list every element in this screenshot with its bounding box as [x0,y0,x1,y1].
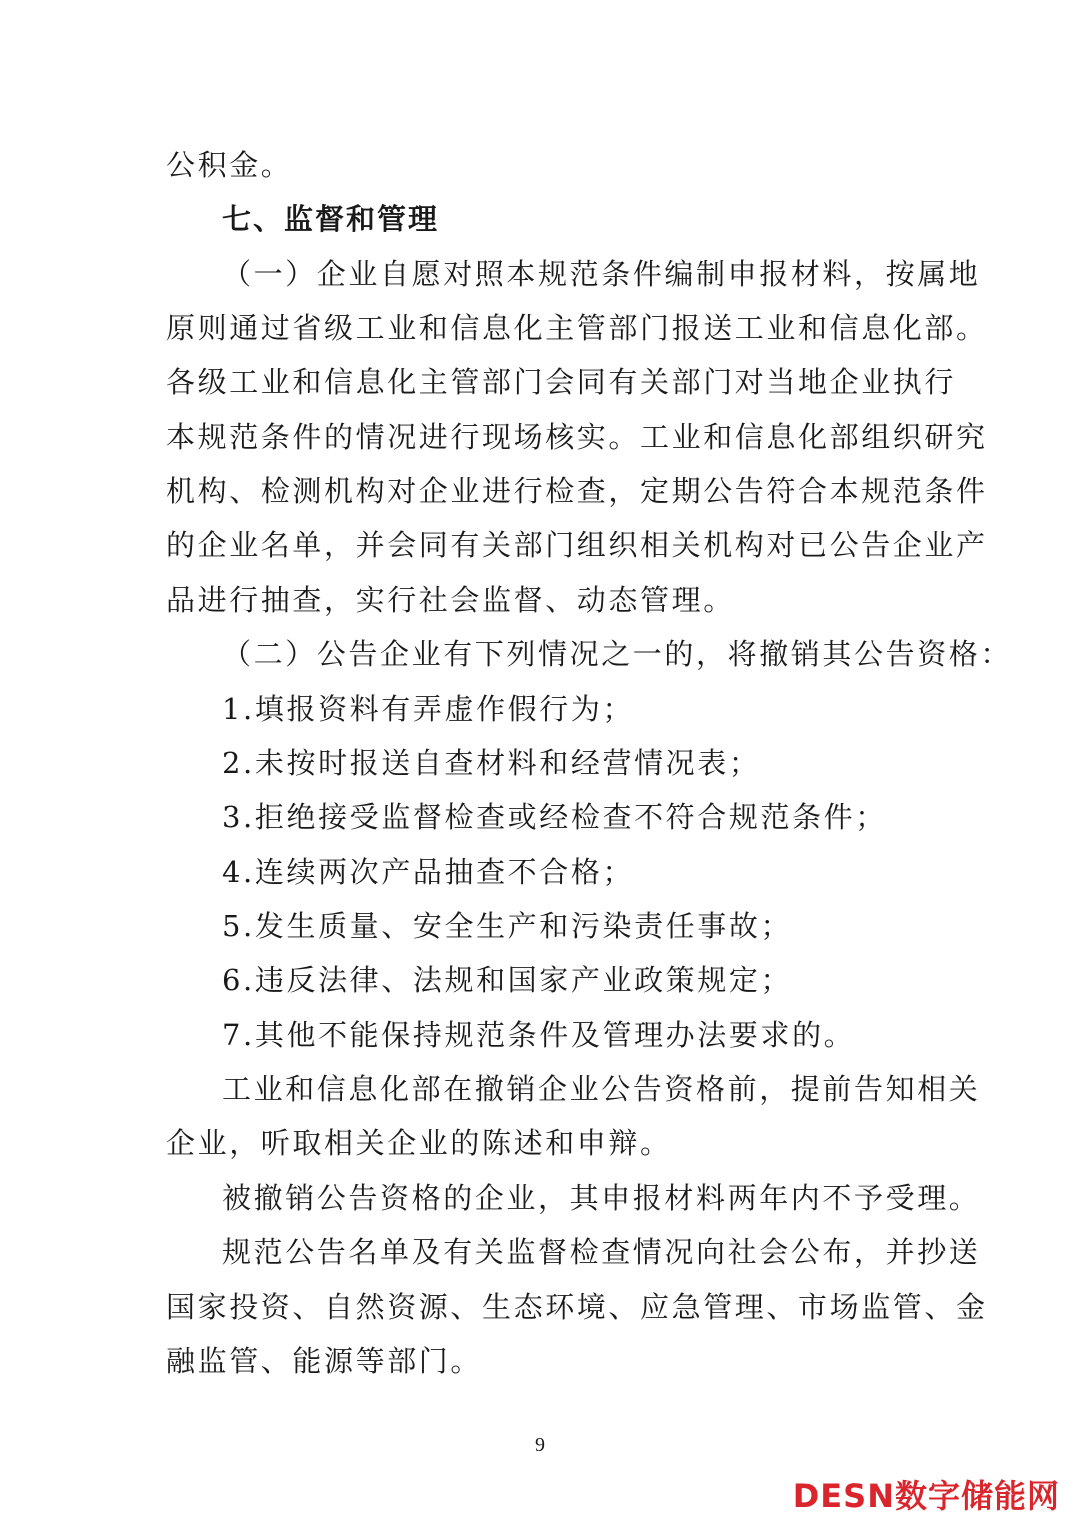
paragraph-line: 的企业名单，并会同有关部门组织相关机构对已公告企业产 [166,528,988,562]
list-item: 2.未按时报送自查材料和经营情况表； [222,746,761,780]
paragraph-line: 被撤销公告资格的企业，其申报材料两年内不予受理。 [222,1181,981,1215]
paragraph-line: 品进行抽查，实行社会监督、动态管理。 [166,583,735,617]
paragraph-line: 国家投资、自然资源、生态环境、应急管理、市场监管、金 [166,1290,988,1324]
paragraph-line: 各级工业和信息化主管部门会同有关部门对当地企业执行 [166,365,957,399]
paragraph-line: 企业，听取相关企业的陈述和申辩。 [166,1126,672,1160]
list-item: 4.连续两次产品抽查不合格； [222,855,635,889]
list-item: 5.发生质量、安全生产和污染责任事故； [222,909,793,943]
page-number: 9 [535,1434,545,1456]
paragraph-line: （二）公告企业有下列情况之一的，将撤销其公告资格： [222,637,1013,671]
paragraph-line: （一）企业自愿对照本规范条件编制申报材料，按属地 [222,257,981,291]
paragraph-line: 原则通过省级工业和信息化主管部门报送工业和信息化部。 [166,311,988,345]
list-item: 6.违反法律、法规和国家产业政策规定； [222,963,793,997]
list-item: 7.其他不能保持规范条件及管理办法要求的。 [222,1018,856,1052]
text-line: 公积金。 [166,148,293,182]
paragraph-line: 规范公告名单及有关监督检查情况向社会公布，并抄送 [222,1235,981,1269]
section-heading: 七、监督和管理 [222,202,440,236]
paragraph-line: 工业和信息化部在撤销企业公告资格前，提前告知相关 [222,1072,981,1106]
list-item: 3.拒绝接受监督检查或经检查不符合规范条件； [222,800,887,834]
list-item: 1.填报资料有弄虚作假行为； [222,692,635,726]
paragraph-line: 融监管、能源等部门。 [166,1344,483,1378]
paragraph-line: 机构、检测机构对企业进行检查，定期公告符合本规范条件 [166,474,988,508]
watermark-logo: DESN数字储能网 [792,1477,1060,1515]
paragraph-line: 本规范条件的情况进行现场核实。工业和信息化部组织研究 [166,420,988,454]
